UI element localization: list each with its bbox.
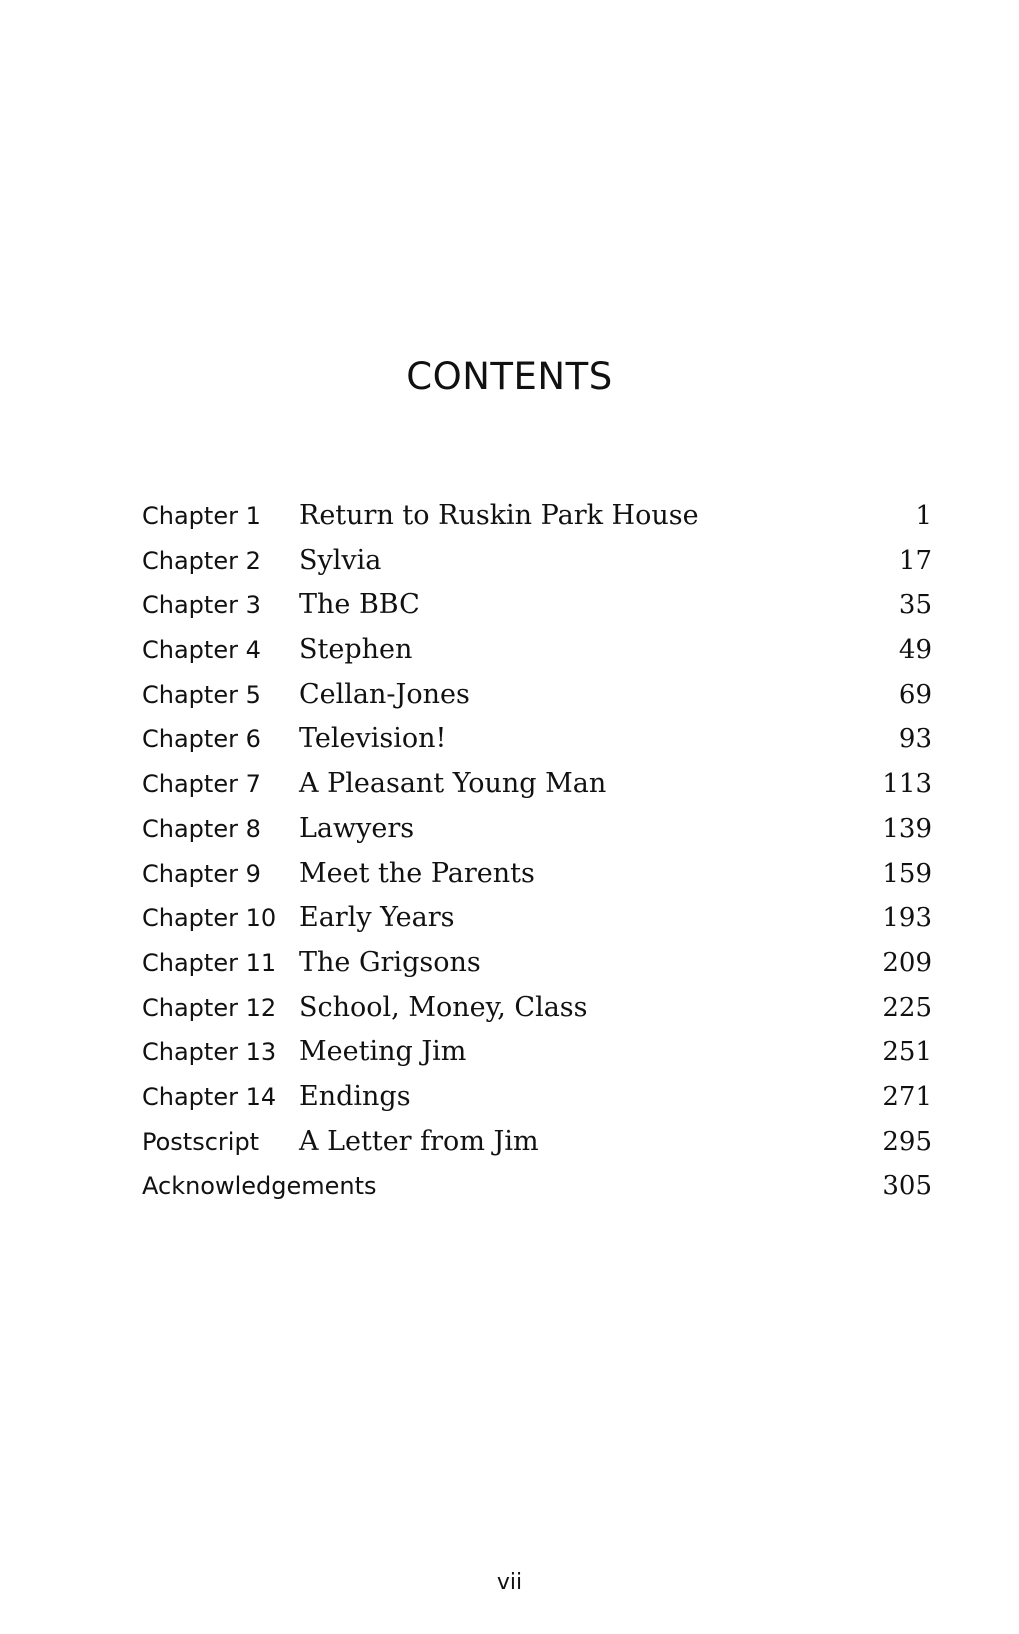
toc-entry-page: 305: [882, 1171, 932, 1202]
toc-entry-chapter-9[interactable]: [142, 852, 932, 897]
toc-entry-chapter-11[interactable]: [142, 941, 932, 986]
toc-entry-label: Chapter 3: [142, 591, 261, 620]
toc-entry-label: Chapter 9: [142, 859, 261, 888]
toc-entry-chapter-4[interactable]: [142, 628, 932, 673]
toc-entry-title: The BBC: [299, 589, 420, 621]
page-number: vii: [496, 1570, 523, 1595]
toc-entry-label: Chapter 5: [142, 680, 261, 709]
toc-entry-title: Television!: [299, 723, 447, 755]
toc-entry-page: 1: [915, 501, 932, 531]
toc-entry-title: A Pleasant Young Man: [299, 768, 607, 800]
toc-entry-page: 113: [882, 769, 932, 800]
toc-entry-page: 159: [882, 858, 932, 889]
toc-entry-page: 193: [882, 903, 932, 934]
page-title: CONTENTS: [406, 355, 613, 398]
toc-entry-acknowledgements[interactable]: [142, 1164, 932, 1209]
toc-entry-page: 271: [882, 1081, 932, 1112]
toc-entry-chapter-13[interactable]: [142, 1030, 932, 1075]
toc-entry-chapter-12[interactable]: [142, 986, 932, 1031]
toc-entry-page: 17: [898, 545, 932, 576]
toc-entry-title: Sylvia: [299, 544, 382, 576]
toc-entry-title: Early Years: [299, 902, 455, 934]
toc-entry-page: 69: [898, 679, 932, 710]
toc-entry-label: Chapter 11: [142, 948, 277, 977]
toc-entry-label: Chapter 13: [142, 1038, 277, 1067]
toc-entry-page: 295: [882, 1126, 932, 1157]
toc-entry-label: Acknowledgements: [142, 1172, 377, 1201]
toc-entry-title: Cellan-Jones: [299, 678, 470, 710]
toc-entry-label: Chapter 14: [142, 1082, 277, 1111]
toc-entry-page: 225: [882, 992, 932, 1023]
toc-entry-title: Return to Ruskin Park House: [299, 500, 699, 531]
toc-entry-chapter-2[interactable]: [142, 539, 932, 584]
toc-entry-chapter-3[interactable]: [142, 583, 932, 628]
toc-entry-label: Chapter 10: [142, 904, 277, 933]
toc-entry-label: Postscript: [142, 1127, 260, 1156]
toc-entry-title: Lawyers: [299, 812, 415, 844]
table-of-contents: [142, 494, 932, 1209]
toc-entry-page: 139: [882, 813, 932, 844]
toc-entry-page: 209: [882, 947, 932, 978]
toc-entry-title: Meet the Parents: [299, 857, 535, 889]
toc-entry-chapter-7[interactable]: [142, 762, 932, 807]
toc-entry-page: 93: [898, 724, 932, 755]
toc-entry-title: Stephen: [299, 634, 413, 666]
toc-entry-page: 49: [898, 635, 932, 666]
toc-entry-chapter-1[interactable]: [142, 494, 932, 539]
toc-entry-page: 35: [898, 590, 932, 621]
toc-entry-page: 251: [882, 1037, 932, 1068]
toc-entry-label: Chapter 7: [142, 770, 261, 799]
toc-entry-title: Meeting Jim: [299, 1036, 467, 1068]
toc-entry-label: Chapter 4: [142, 636, 261, 665]
toc-entry-label: Chapter 12: [142, 993, 277, 1022]
toc-entry-title: School, Money, Class: [299, 991, 588, 1023]
toc-entry-chapter-10[interactable]: [142, 896, 932, 941]
toc-entry-chapter-14[interactable]: [142, 1075, 932, 1120]
toc-entry-chapter-6[interactable]: [142, 717, 932, 762]
toc-entry-chapter-8[interactable]: [142, 807, 932, 852]
toc-entry-title: Endings: [299, 1080, 411, 1112]
toc-entry-postscript[interactable]: [142, 1120, 932, 1165]
toc-entry-label: Chapter 8: [142, 814, 261, 843]
toc-entry-label: Chapter 1: [142, 502, 261, 530]
toc-entry-title: The Grigsons: [299, 946, 481, 978]
toc-entry-title: A Letter from Jim: [299, 1125, 539, 1157]
toc-entry-label: Chapter 2: [142, 546, 261, 575]
toc-entry-chapter-5[interactable]: [142, 673, 932, 718]
toc-entry-label: Chapter 6: [142, 725, 261, 754]
